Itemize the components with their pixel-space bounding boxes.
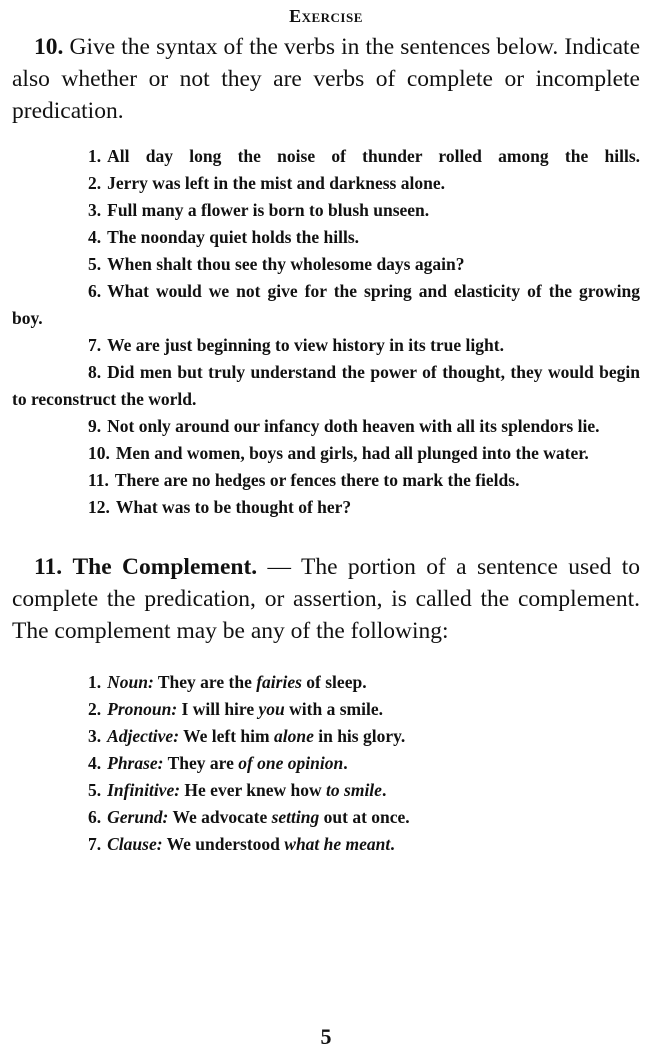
example-text: They are the [157, 672, 257, 692]
example-text: . [381, 780, 387, 800]
sentence-item [12, 359, 640, 413]
example-text: . [390, 834, 395, 854]
example-text: out at once. [319, 807, 410, 827]
sentence-text: Men and women, boys and girls, had all plunged into the water. [115, 443, 589, 463]
sentence-number: 9. [88, 416, 102, 436]
complement-number: 1. [88, 672, 102, 692]
complement-item [12, 777, 640, 804]
complement-number: 2. [88, 699, 102, 719]
example-emphasis: fairies [256, 672, 302, 692]
complement-item [12, 804, 640, 831]
example-text: of sleep. [301, 672, 367, 692]
sentence-number: 8. [88, 362, 102, 382]
sentence-number: 11. [88, 470, 109, 490]
sentence-number: 6. [88, 281, 102, 301]
sentence-number: 7. [88, 335, 102, 355]
sentence-text: Not only around our infancy doth heaven with all its splendors lie. [107, 416, 600, 436]
exercise-number: 10. [34, 34, 64, 60]
exercise-text: Give the syntax of the verbs in the sentences below. Indicate also whether or not they are verbs of complete or incomplete predication. [12, 34, 640, 124]
sentence-item [12, 494, 640, 521]
complement-label: Infinitive: [107, 780, 181, 800]
sentence-item [12, 467, 640, 494]
section-11-paragraph [12, 551, 640, 647]
example-text: in his glory. [313, 726, 406, 746]
example-text: They are [167, 753, 239, 773]
example-emphasis: setting [271, 807, 320, 827]
section-number: 11. [34, 554, 63, 580]
sentence-item [12, 224, 640, 251]
sentence-text: There are no hedges or fences there to mark the fields. [114, 470, 520, 490]
sentence-item [12, 278, 640, 332]
complement-number: 5. [88, 780, 102, 800]
sentence-text: What would we not give for the spring and elasticity of the growing boy. [12, 281, 640, 328]
complement-item [12, 723, 640, 750]
sentence-number: 4. [88, 227, 102, 247]
complement-label: Clause: [107, 834, 163, 854]
sentence-number: 5. [88, 254, 102, 274]
complement-label: Gerund: [107, 807, 169, 827]
sentence-text: When shalt thou see thy wholesome days again? [107, 254, 465, 274]
complement-item [12, 831, 640, 858]
sentence-text: The noonday quiet holds the hills. [107, 227, 360, 247]
sentence-text: Jerry was left in the mist and darkness alone. [107, 173, 445, 193]
sentence-item [12, 332, 640, 359]
complement-label: Phrase: [107, 753, 164, 773]
example-text: with a smile. [284, 699, 383, 719]
sentence-item [12, 413, 640, 440]
complement-number: 4. [88, 753, 102, 773]
sentence-text: What was to be thought of her? [115, 497, 352, 517]
complement-number: 6. [88, 807, 102, 827]
sentence-item [12, 251, 640, 278]
sentence-text: All day long the noise of thunder rolled among the hills. [107, 146, 640, 166]
sentence-item [12, 197, 640, 224]
example-emphasis: of one opinion [238, 753, 344, 773]
example-text: We left him [183, 726, 274, 746]
complement-item [12, 669, 640, 696]
complement-label: Adjective: [107, 726, 180, 746]
sentence-item [12, 143, 640, 170]
sentence-number: 3. [88, 200, 102, 220]
page-content [12, 0, 640, 858]
complement-label: Pronoun: [107, 699, 178, 719]
sentence-text: We are just beginning to view history in its true light. [107, 335, 504, 355]
complement-number: 3. [88, 726, 102, 746]
page-number: 5 [320, 1024, 332, 1049]
section-title: The Complement. [72, 554, 258, 580]
example-emphasis: to smile [326, 780, 382, 800]
heading-exercise: Exercise [289, 6, 363, 26]
exercise-10-paragraph [12, 31, 640, 127]
example-text: He ever knew how [184, 780, 327, 800]
example-text: . [343, 753, 348, 773]
example-text: We advocate [172, 807, 272, 827]
sentence-number: 1. [88, 146, 102, 166]
sentence-item [12, 170, 640, 197]
example-emphasis: what he meant [284, 834, 391, 854]
example-text: I will hire [181, 699, 259, 719]
complement-item [12, 750, 640, 777]
example-emphasis: alone [273, 726, 314, 746]
complement-list [12, 669, 640, 858]
sentence-item [12, 440, 640, 467]
complement-number: 7. [88, 834, 102, 854]
sentence-text: Did men but truly understand the power of thought, they would begin to reconstruct the world. [12, 362, 640, 409]
example-text: We understood [166, 834, 285, 854]
sentence-text: Full many a flower is born to blush unseen. [107, 200, 430, 220]
sentence-number: 10. [88, 443, 110, 463]
sentence-list [12, 143, 640, 521]
complement-item [12, 696, 640, 723]
example-emphasis: you [258, 699, 285, 719]
sentence-number: 2. [88, 173, 102, 193]
section-text: — The portion of a sentence used to complete the predication, or assertion, is called the complement. The complement may be any of the following: [12, 554, 640, 644]
complement-label: Noun: [107, 672, 154, 692]
sentence-number: 12. [88, 497, 110, 517]
